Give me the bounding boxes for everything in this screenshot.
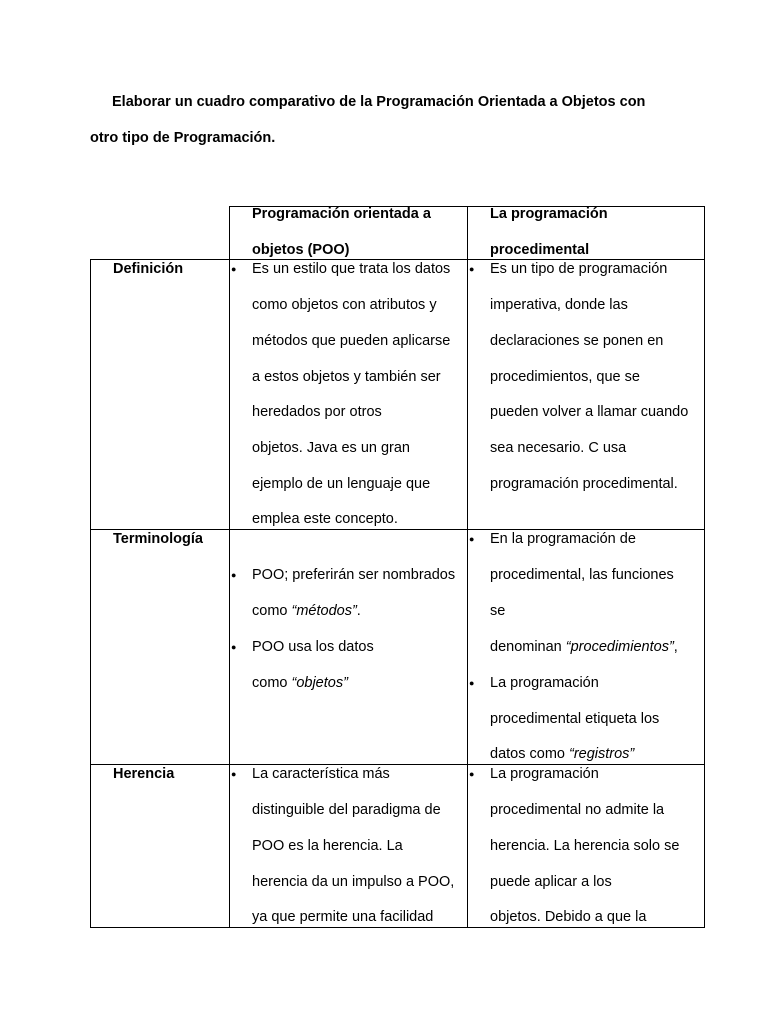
definicion-proc-line: imperativa, donde las [490,297,628,313]
terminologia-poo-line: como “métodos”. [252,603,361,619]
herencia-poo-line: POO es la herencia. La [252,838,403,854]
bullet-icon: ● [469,678,475,688]
terminologia-proc-line: se [490,603,506,619]
definicion-poo-line: heredados por otros [252,404,382,420]
terminologia-proc-line: La programación [490,675,599,691]
row-label-definicion: Definición [113,261,184,277]
table-column-divider [229,206,230,928]
bullet-icon: ● [469,534,475,544]
bullet-icon: ● [231,264,237,274]
definicion-poo-line: objetos. Java es un gran [252,440,410,456]
definicion-proc-line: programación procedimental. [490,476,678,492]
header-poo-line: objetos (POO) [252,242,350,258]
definicion-poo-line: como objetos con atributos y [252,297,437,313]
definicion-poo-line: Es un estilo que trata los datos [252,261,451,277]
herencia-proc-line: herencia. La herencia solo se [490,838,680,854]
header-proc-line: procedimental [490,242,590,258]
definicion-proc-line: pueden volver a llamar cuando [490,404,689,420]
table-row-divider [90,764,705,765]
terminologia-poo-line: como “objetos” [252,675,348,691]
herencia-poo-line: La característica más [252,766,390,782]
row-label-herencia: Herencia [113,766,175,782]
header-proc-line: La programación [490,206,608,222]
definicion-proc-line: Es un tipo de programación [490,261,668,277]
definicion-proc-line: declaraciones se ponen en [490,333,664,349]
table-border-bottom [90,927,705,928]
herencia-proc-line: procedimental no admite la [490,802,665,818]
herencia-proc-line: puede aplicar a los [490,874,612,890]
herencia-proc-line: objetos. Debido a que la [490,909,647,925]
definicion-poo-line: a estos objetos y también ser [252,369,441,385]
intro-line-2: otro tipo de Programación. [90,130,276,146]
table-row-divider [90,259,705,260]
terminologia-poo-line: POO usa los datos [252,639,374,655]
terminologia-poo-line: POO; preferirán ser nombrados [252,567,456,583]
terminologia-proc-line: denominan “procedimientos”, [490,639,678,655]
intro-line-1: Elaborar un cuadro comparativo de la Programación Orientada a Objetos con [112,94,646,110]
header-poo-line: Programación orientada a [252,206,431,222]
herencia-poo-line: herencia da un impulso a POO, [252,874,455,890]
definicion-proc-line: sea necesario. C usa [490,440,627,456]
bullet-icon: ● [469,264,475,274]
definicion-poo-line: ejemplo de un lenguaje que [252,476,431,492]
bullet-icon: ● [231,642,237,652]
table-border-right [704,206,705,928]
terminologia-proc-line: procedimental, las funciones [490,567,674,583]
terminologia-proc-line: datos como “registros” [490,746,635,762]
definicion-poo-line: emplea este concepto. [252,511,398,527]
definicion-poo-line: métodos que pueden aplicarse [252,333,451,349]
bullet-icon: ● [231,570,237,580]
definicion-proc-line: procedimientos, que se [490,369,640,385]
terminologia-proc-line: procedimental etiqueta los [490,711,660,727]
herencia-poo-line: ya que permite una facilidad [252,909,434,925]
table-column-divider [467,206,468,928]
bullet-icon: ● [469,769,475,779]
row-label-terminologia: Terminología [113,531,203,547]
herencia-poo-line: distinguible del paradigma de [252,802,441,818]
table-border-left [90,259,91,928]
herencia-proc-line: La programación [490,766,599,782]
table-row-divider [90,529,705,530]
bullet-icon: ● [231,769,237,779]
terminologia-proc-line: En la programación de [490,531,636,547]
